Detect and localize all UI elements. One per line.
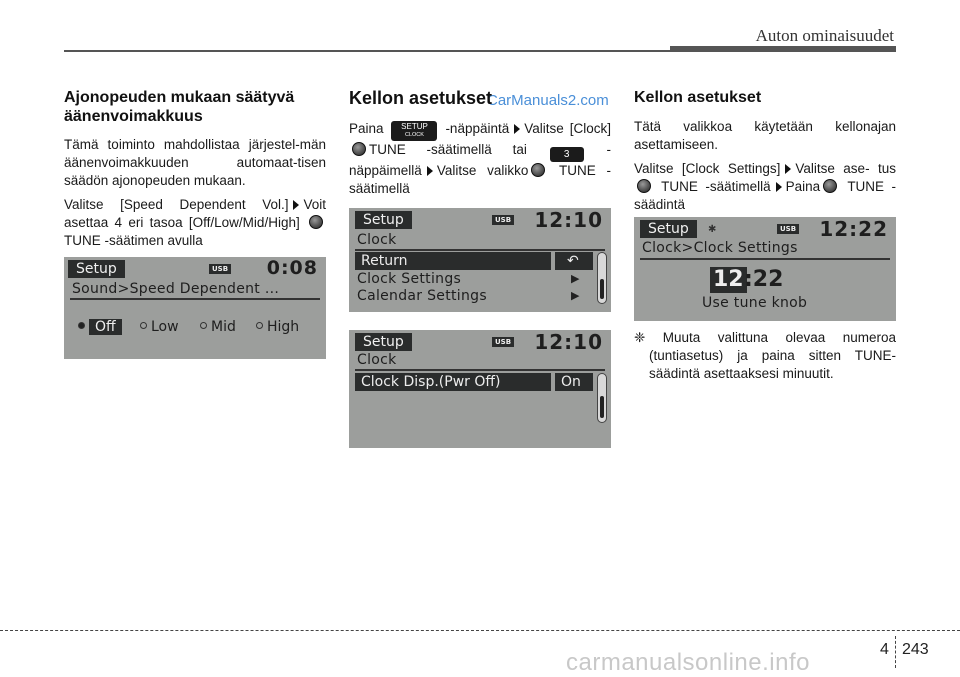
note — [634, 329, 896, 389]
page-number: 243 — [902, 641, 929, 658]
minute-field[interactable]: :22 — [744, 267, 784, 292]
setup-clock-key — [391, 121, 437, 141]
text: Valitse [Clock Settings] — [634, 161, 781, 176]
text: Voit asettaa 4 eri tasoa [Off/Low/Mid/High] — [64, 197, 326, 230]
clock-display: 0:08 — [266, 257, 318, 279]
column-speed-dependent — [64, 88, 326, 256]
setup-tab: Setup — [355, 333, 412, 351]
screen-speed-dependent — [64, 257, 326, 359]
watermark: CarManuals2.com — [487, 92, 609, 109]
option-high[interactable] — [256, 318, 299, 336]
scrollbar[interactable] — [597, 373, 607, 423]
section-heading: Kellon asetukset — [634, 89, 762, 106]
option-label: Low — [151, 319, 179, 335]
page-separator — [895, 636, 896, 668]
menu-item-calendar-settings[interactable]: Calendar Settings — [357, 288, 487, 304]
setup-tab: Setup — [355, 211, 412, 229]
divider — [355, 369, 605, 371]
text: Paina — [349, 121, 384, 136]
note-symbol-icon: ❈ — [634, 330, 646, 345]
screen-clock-display — [349, 330, 611, 448]
tune-knob-icon — [637, 179, 651, 193]
divider — [70, 298, 320, 300]
arrow-right-icon — [514, 124, 520, 134]
text: tus — [877, 161, 896, 176]
paragraph — [634, 160, 896, 214]
menu-item-return[interactable]: Return — [355, 252, 551, 270]
usb-badge: USB — [777, 224, 799, 234]
text: -näppäimellä — [349, 142, 611, 178]
section-heading: Kellon asetukset — [349, 88, 493, 108]
footer-rule — [0, 630, 960, 631]
divider — [355, 249, 605, 251]
radio-dot-icon — [200, 322, 207, 329]
chapter-number: 4 — [880, 641, 889, 658]
radio-dot-icon — [140, 322, 147, 329]
header-rule — [64, 50, 670, 52]
bluetooth-icon: ✱ — [708, 224, 717, 235]
setup-tab: Setup — [68, 260, 125, 278]
menu-title: Clock — [357, 232, 397, 248]
text: Valitse valikko — [436, 163, 529, 178]
text: TUNE -säädintä — [634, 179, 896, 212]
scroll-thumb[interactable] — [600, 396, 604, 418]
radio-dot-icon — [256, 322, 263, 329]
number-3-key: 3 — [550, 147, 584, 162]
text: Muuta valittuna olevaa numeroa (tuntiasetus) ja paina sitten TUNE-säädintä asettaaksesi minuutit. — [649, 330, 896, 381]
column-clock-settings — [349, 88, 611, 204]
option-off[interactable] — [78, 318, 122, 336]
text: Valitse — [524, 121, 564, 136]
paragraph: Tätä valikkoa käytetään kellonajan asettamiseen. — [634, 119, 896, 152]
option-label: Off — [89, 319, 122, 335]
text: TUNE -säätimen avulla — [64, 233, 203, 248]
scroll-thumb[interactable] — [600, 279, 604, 299]
chevron-right-icon: ▶ — [571, 272, 580, 285]
header-rule-thick — [670, 46, 896, 52]
hint-text: Use tune knob — [702, 295, 808, 311]
running-header: Auton ominaisuudet — [755, 26, 894, 45]
paragraph: Tämä toiminto mahdollistaa järjestel-män äänenvoimakkuuden automaat-tisen säädön ajonopeuden mukaan. — [64, 137, 326, 188]
tune-knob-icon — [352, 142, 366, 156]
tune-knob-icon — [531, 163, 545, 177]
chevron-right-icon: ▶ — [571, 289, 580, 302]
divider — [640, 258, 890, 260]
site-watermark: carmanualsonline.info — [566, 649, 810, 676]
column-clock-set — [634, 88, 896, 220]
note-text — [634, 329, 896, 383]
paragraph — [349, 120, 611, 198]
tune-knob-icon — [309, 215, 323, 229]
screen-clock-menu — [349, 208, 611, 312]
arrow-right-icon — [293, 200, 299, 210]
menu-item-clock-disp[interactable]: Clock Disp.(Pwr Off) — [355, 373, 551, 391]
section-heading: Ajonopeuden mukaan säätyvä äänenvoimakkuus — [64, 89, 295, 125]
option-low[interactable] — [140, 318, 179, 336]
text: Paina — [785, 179, 821, 194]
usb-badge: USB — [492, 337, 514, 347]
text: Valitse [Speed Dependent Vol.] — [64, 197, 289, 212]
key-sublabel: CLOCK — [405, 132, 424, 138]
menu-path: Clock>Clock Settings — [642, 240, 798, 256]
return-arrow-icon[interactable]: ↶ — [555, 252, 593, 270]
screen-clock-settings — [634, 217, 896, 321]
usb-badge: USB — [492, 215, 514, 225]
arrow-right-icon — [776, 182, 782, 192]
tune-knob-icon — [823, 179, 837, 193]
scrollbar[interactable] — [597, 252, 607, 304]
setting-value[interactable]: On — [555, 373, 593, 391]
text: TUNE -säätimellä — [349, 163, 611, 196]
clock-display: 12:10 — [534, 208, 603, 232]
clock-display: 12:22 — [819, 217, 888, 241]
arrow-right-icon — [785, 164, 791, 174]
hour-field[interactable]: 12 — [710, 267, 747, 293]
usb-badge: USB — [209, 264, 231, 274]
paragraph — [64, 196, 326, 250]
menu-item-clock-settings[interactable]: Clock Settings — [357, 271, 462, 287]
arrow-right-icon — [427, 166, 433, 176]
text: Valitse ase- — [795, 161, 870, 176]
option-label: Mid — [211, 319, 236, 335]
clock-display: 12:10 — [534, 330, 603, 354]
key-label: SETUP — [401, 122, 428, 131]
text: TUNE -säätimellä tai — [369, 142, 527, 157]
text: TUNE -säätimellä — [661, 179, 771, 194]
setup-tab: Setup — [640, 220, 697, 238]
menu-title: Clock — [357, 352, 397, 368]
menu-path: Sound>Speed Dependent ... — [72, 281, 280, 297]
option-mid[interactable] — [200, 318, 236, 336]
text: -näppäintä — [445, 121, 510, 136]
option-label: High — [267, 319, 300, 335]
text: [Clock] — [569, 121, 611, 136]
radio-dot-icon — [78, 322, 85, 329]
